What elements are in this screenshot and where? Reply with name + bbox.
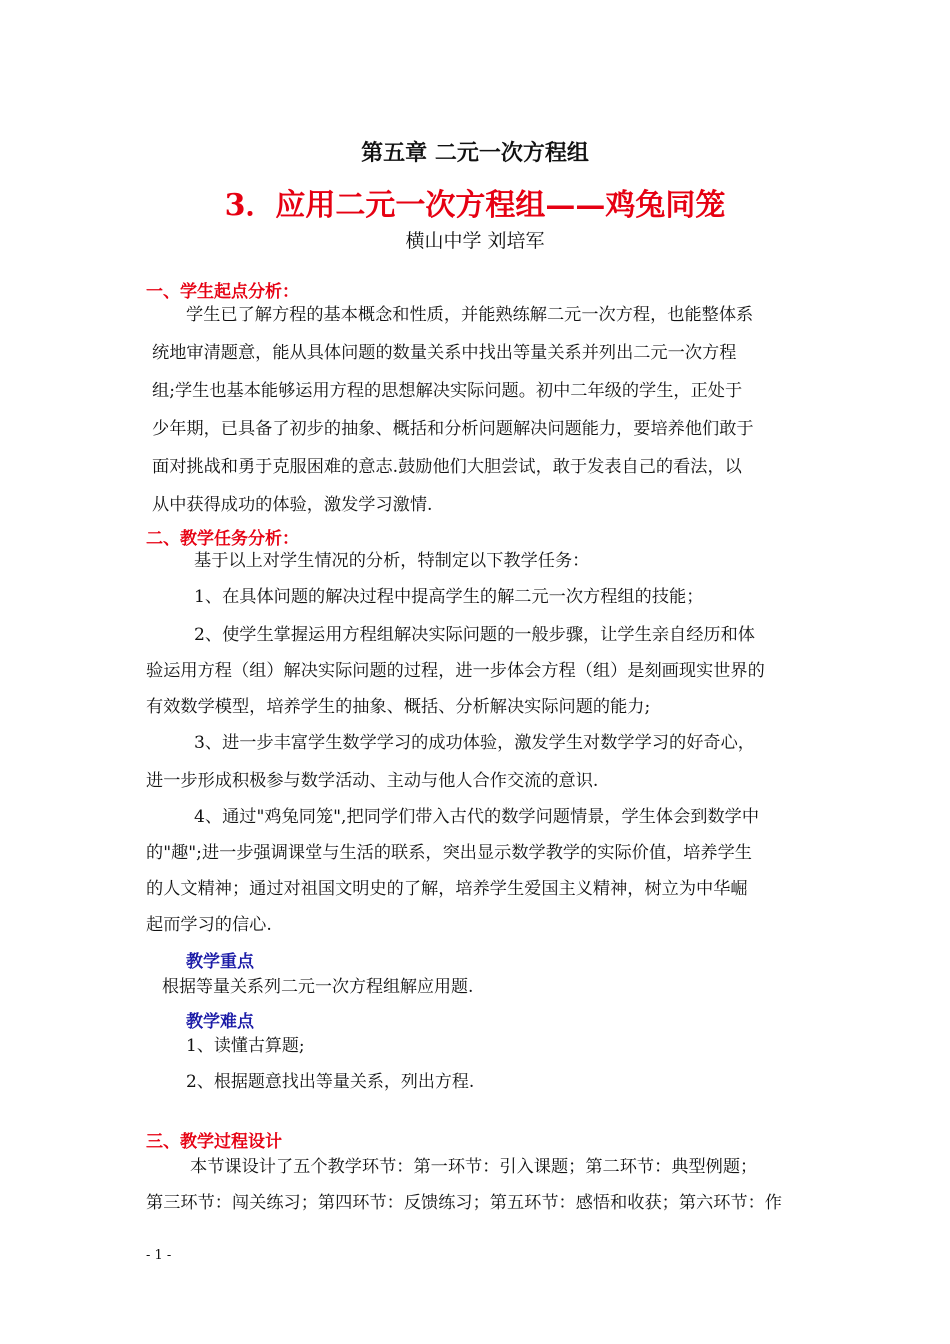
paragraph-line: 第三环节：闯关练习；第四环节：反馈练习；第五环节：感悟和收获；第六环节：作 [146, 1193, 782, 1213]
section-heading-process-design: 三、教学过程设计 [146, 1132, 282, 1152]
paragraph-line: 本节课设计了五个教学环节：第一环节：引入课题；第二环节：典型例题； [190, 1157, 758, 1177]
key-point-heading: 教学重点 [186, 952, 254, 972]
chapter-title: 第五章 二元一次方程组 [361, 140, 589, 166]
task-item: 2、使学生掌握运用方程组解决实际问题的一般步骤，让学生亲自经历和体 [194, 625, 755, 645]
difficulty-item: 1、读懂古算题; [186, 1036, 305, 1056]
difficulty-heading: 教学难点 [186, 1012, 254, 1032]
task-item: 3、进一步丰富学生数学学习的成功体验，激发学生对数学学习的好奇心， [194, 733, 755, 753]
paragraph-line: 学生已了解方程的基本概念和性质，并能熟练解二元一次方程，也能整体系 [186, 305, 754, 325]
page-number: - 1 - [146, 1248, 172, 1263]
section-heading-task-analysis: 二、教学任务分析： [146, 529, 299, 549]
section-heading-student-analysis: 一、学生起点分析： [146, 282, 299, 302]
task-item-line: 的"趣";进一步强调课堂与生活的联系，突出显示数学教学的实际价值，培养学生 [146, 843, 752, 863]
task-item-line: 验运用方程（组）解决实际问题的过程，进一步体会方程（组）是刻画现实世界的 [146, 661, 765, 681]
task-item: 4、通过"鸡兔同笼",把同学们带入古代的数学问题情景，学生体会到数学中 [194, 807, 760, 827]
difficulty-item: 2、根据题意找出等量关系，列出方程. [186, 1072, 475, 1092]
paragraph-line: 面对挑战和勇于克服困难的意志.鼓励他们大胆尝试，敢于发表自己的看法，以 [152, 457, 742, 477]
task-item-line: 的人文精神；通过对祖国文明史的了解，培养学生爱国主义精神，树立为中华崛 [146, 879, 748, 899]
paragraph-line: 基于以上对学生情况的分析，特制定以下教学任务： [194, 551, 590, 571]
task-item-line: 起而学习的信心. [146, 915, 272, 935]
paragraph-line: 少年期，已具备了初步的抽象、概括和分析问题解决问题能力，要培养他们敢于 [152, 419, 754, 439]
lesson-title: 3．应用二元一次方程组——鸡兔同笼 [224, 188, 726, 223]
paragraph-line: 统地审清题意，能从具体问题的数量关系中找出等量关系并列出二元一次方程 [152, 343, 737, 363]
task-item-line: 进一步形成积极参与数学活动、主动与他人合作交流的意识. [146, 771, 599, 791]
paragraph-line: 从中获得成功的体验，激发学习激情. [152, 495, 433, 515]
key-point-text: 根据等量关系列二元一次方程组解应用题. [162, 977, 474, 997]
author-line: 横山中学 刘培军 [405, 230, 545, 252]
task-item: 1、在具体问题的解决过程中提高学生的解二元一次方程组的技能； [194, 587, 704, 607]
paragraph-line: 组;学生也基本能够运用方程的思想解决实际问题。初中二年级的学生，正处于 [152, 381, 743, 401]
task-item-line: 有效数学模型，培养学生的抽象、概括、分析解决实际问题的能力; [146, 697, 651, 717]
